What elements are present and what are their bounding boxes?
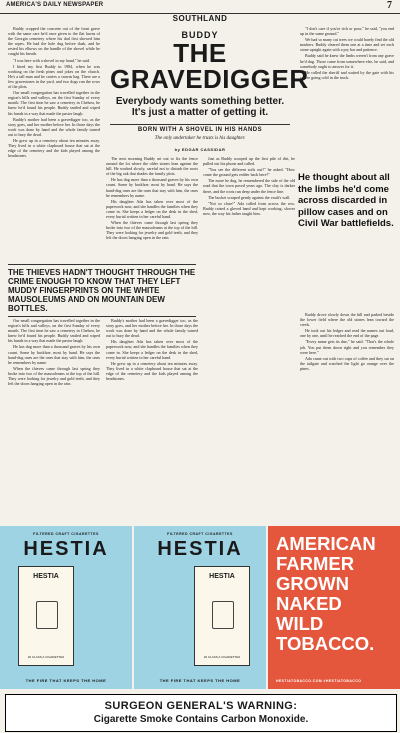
- ad-hestia-1[interactable]: [0, 526, 132, 689]
- ad-brand: HESTIA: [157, 538, 243, 560]
- section-title: SOUTHLAND: [172, 14, 228, 23]
- publication-name: AMERICA'S DAILY NEWSPAPER: [6, 2, 104, 8]
- ad-tagline: FILTERED CRAFT CIGARETTES: [33, 532, 99, 536]
- byline: by EDGAR CASSIDAR: [174, 147, 226, 152]
- article-column-4: "I don't care if you're rich or poor," he said, "you end up in the same ground." We had so many cut trees we could barely find the old markers. Buddy cleared them one at a time and set each stone upright again with a pry bar and patience. Buddy said he knew the limbs weren't from any grave he'd dug. Those came from somewhere else, he said, and somebody ought to answer for it. He called the sheriff and waited by the gate with his coffee going cold in the truck.: [300, 26, 394, 80]
- emblem-icon: [212, 601, 234, 629]
- emblem-icon: [36, 601, 58, 629]
- article-column-3: Just as Buddy scooped up the first pile of dirt, he pulled out his phone and called. "You see the different soils out?" he asked. "How come the ground gets redder back here?" The more he dug, he remembered the side of the old road that the town paved years ago. The clay is darker there, and the roots run deep under the fence line. The bucket scraped gently against the vault's wall. "Not so close!" Ada called from across the row. Buddy raised a gloved hand and kept working, slower now, the way his father taught him.: [203, 156, 295, 216]
- subhead: BORN WITH A SHOVEL IN HIS HANDS: [110, 124, 290, 133]
- cigarette-pack: HESTIA 20 CLASS A CIGARETTES: [194, 566, 250, 666]
- headline: THE GRAVEDIGGER: [110, 38, 309, 94]
- ad-brand: HESTIA: [23, 538, 109, 560]
- subsubhead: The only undertaker he trusts is his daughter.: [154, 136, 246, 141]
- page-header: [0, 0, 400, 14]
- article-column-7: Buddy's mother had been a gravedigger too, as the story goes, and her mother before her. In those days the work was done by hand and the whole family turned out to bury the dead. His daughter Ada has taken over most of the paperwork now, and she handles the families when they come in. She keeps a ledger on the desk in the shed, every burial written in her careful hand. He grew up in a cemetery about ten minutes away. They lived in a white clapboard house that sat at the edge of the cemetery and the kids played among the headstones.: [106, 318, 198, 382]
- article-column-1: Buddy cropped the concrete out of the front grave with the same care he'd once given to the flat lawns of the Georgia cemetery where his dad first showed him the ropes. He had the hole dug before dusk, and he rested his elbows on the handle of the shovel while he caught his breath. "I was here with a shovel in my hand," he said. I hired my first Buddy in 1984, when he was working on the fresh pines and jokes on the church. He's a tall man and he carries a canvas bag. There are a few gravestones in the yard, and two dogs run the rows of the plots. Our small congregation has travelled together in the region's hills and valleys, on the first Sunday of every month. The first time he saw a cemetery in Chelsea, he knew he'd found his people. Buddy smiled and wiped his hands in a way that made the pastor laugh. Buddy's mother had been a gravedigger too, as the story goes, and her mother before her. In those days the work was done by hand and the whole family turned out to bury the dead. He grew up in a cemetery about ten minutes away. They lived in a white clapboard house that sat at the edge of the cemetery and the kids played among the headstones.: [8, 26, 100, 159]
- ad-tagline: FILTERED CRAFT CIGARETTES: [167, 532, 233, 536]
- pull-quote-left: THE THIEVES HADN'T THOUGHT THROUGH THE CRIME ENOUGH TO KNOW THAT THEY LEFT MUDDY FINGERPRINTS ON THE WHITE MAUSOLEUMS AND ON MOUNTAIN DEW BOTTLES.: [8, 264, 196, 317]
- article-column-2: The next morning Buddy set out to fix the fence around the lot where the older stones lean against the hill. He worked slowly, careful not to disturb the roots of the big oak that shades the family plots. He has dug more than a thousand graves by his own count. Some by backhoe, most by hand. He says the hand-dug ones are the ones that stay with him, the ones he remembers by name. His daughter Ada has taken over most of the paperwork now, and she handles the families when they come in. She keeps a ledger on the desk in the shed, every burial written in her careful hand. When the thieves came through last spring they broke into two of the mausoleums at the top of the hill. They were looking for jewelry and gold teeth, and they left the doors hanging open in the rain.: [106, 156, 198, 241]
- ad-big-text: AMERICAN FARMER GROWN NAKED WILD TOBACCO.: [276, 533, 376, 654]
- page-number: 7: [387, 0, 392, 11]
- ad-american-farmer[interactable]: [268, 526, 400, 689]
- article-column-5: Buddy drove slowly down the hill and parked beside the lower field where the old stones lean toward the creek. He took out his ledger and read the names out loud, one by one, until he reached the end of the page. "Every name gets its due," he said. "That's the whole job. You put them down right and you remember they were here." Ada came out with two cups of coffee and they sat on the tailgate and watched the light go orange over the pines.: [300, 312, 394, 371]
- surgeon-general-warning: [5, 694, 397, 732]
- headline-deck: Everybody wants something better. It's just a matter of getting it.: [115, 96, 285, 118]
- cigarette-pack: HESTIA 20 CLASS A CIGARETTES: [18, 566, 74, 666]
- warning-title: SURGEON GENERAL'S WARNING:: [104, 700, 298, 712]
- headline-kicker: BUDDY: [181, 30, 219, 40]
- pull-quote-right: He thought about all the limbs he'd come across discarded in pillow cases and on Civil War battlefields.: [298, 172, 394, 229]
- ad-footer: HESTIATOBACCO.COM #HESTIATOBACCO: [276, 679, 362, 683]
- ad-slogan: THE FIRE THAT KEEPS THE HOME: [159, 678, 241, 683]
- article-column-6: Our small congregation has travelled together in the region's hills and valleys, on the first Sunday of every month. The first time he saw a cemetery in Chelsea, he knew he'd found his people. Buddy smiled and wiped his hands in a way that made the pastor laugh. He has dug more than a thousand graves by his own count. Some by backhoe, most by hand. He says the hand-dug ones are the ones that stay with him, the ones he remembers by name. When the thieves came through last spring they broke into two of the mausoleums at the top of the hill. They were looking for jewelry and gold teeth, and they left the doors hanging open in the rain.: [8, 318, 100, 387]
- ad-slogan: THE FIRE THAT KEEPS THE HOME: [25, 678, 107, 683]
- ad-hestia-2[interactable]: [134, 526, 266, 689]
- warning-text: Cigarette Smoke Contains Carbon Monoxide.: [93, 714, 309, 725]
